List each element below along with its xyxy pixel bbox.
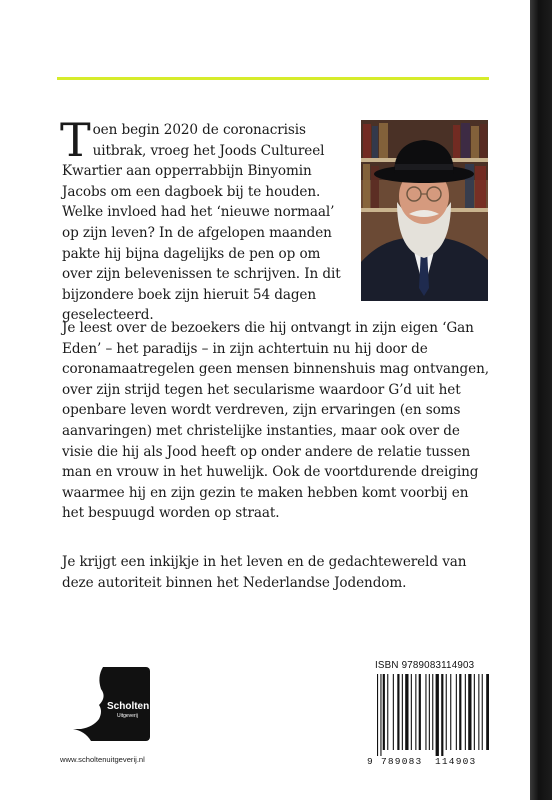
- barcode-bar: [405, 674, 408, 750]
- barcode-bar: [425, 674, 426, 750]
- barcode-bar: [441, 674, 443, 756]
- barcode-bar: [459, 674, 461, 750]
- isbn-barcode: [367, 660, 489, 770]
- barcode-bar: [402, 674, 403, 750]
- accent-rule: [57, 77, 489, 80]
- barcode-bar: [432, 674, 433, 750]
- barcode-bar: [478, 674, 479, 750]
- barcode-bar: [387, 674, 388, 750]
- barcode-digits-right: 114903: [435, 756, 477, 767]
- publisher-website: www.scholtenuitgeverij.nl: [60, 755, 145, 764]
- isbn-label: ISBN 9789083114903: [375, 660, 475, 671]
- barcode-bar: [383, 674, 385, 750]
- barcode-bar: [468, 674, 471, 750]
- barcode-digit-first: 9: [367, 756, 373, 767]
- barcode-bar: [419, 674, 421, 750]
- barcode-bar: [380, 674, 381, 756]
- barcode-bars: [367, 674, 489, 756]
- barcode-bar: [456, 674, 457, 750]
- description-paragraph-2: Je krijgt een inkijkje in het leven en de gedachtewereld van deze autoriteit binnen het Nederlandse Jodendom.: [62, 554, 467, 591]
- barcode-bar: [415, 674, 416, 750]
- book-spine-edge: [530, 0, 552, 800]
- barcode-bar: [411, 674, 412, 750]
- barcode-bar: [377, 674, 378, 756]
- drop-cap: T: [60, 113, 91, 167]
- author-portrait: [361, 120, 488, 301]
- intro-paragraph: [60, 113, 352, 326]
- intro-text: oen begin 2020 de coronacrisis uitbrak, vroeg het Joods Cultureel Kwartier aan opperrabbijn Binyomin Jacobs om een dagboek bij te houden. Welke invloed had het ‘nieuwe normaal’ op zijn leven? In de afgelopen maanden pakte hij bijna dagelijks de pen op om over zijn belevenissen te schrijven. In dit bijzondere boek zijn hieruit 54 dagen geselecteerd.: [62, 122, 341, 324]
- logo-name: Scholten: [107, 701, 150, 712]
- barcode-bar: [436, 674, 439, 756]
- barcode-bar: [446, 674, 447, 750]
- barcode-bar: [482, 674, 483, 750]
- barcode-bar: [429, 674, 430, 750]
- barcode-bar: [450, 674, 451, 750]
- barcode-bar: [465, 674, 466, 750]
- barcode-bar: [393, 674, 394, 750]
- logo-sub: Uitgeverij: [117, 713, 138, 719]
- barcode-bar: [486, 674, 489, 750]
- barcode-bar: [397, 674, 399, 750]
- publisher-logo: [73, 667, 150, 741]
- barcode-bar: [474, 674, 475, 750]
- barcode-digits-left: 789083: [381, 756, 423, 767]
- description-paragraph-1: Je leest over de bezoekers die hij ontvangt in zijn eigen ‘Gan Eden’ – het paradijs – in zijn achtertuin nu hij door de coronamaatregelen geen mensen binnenshuis mag ontvangen, over zijn strijd tegen het secularisme waardoor G’d uit het openbare leven wordt verdreven, zijn ervaringen (en soms aanvaringen) met christelijke instanties, maar ook over de visie die hij als Jood heeft op onder andere de relatie tussen man en vrouw in het huwelijk. Ook de voortdurende dreiging waarmee hij en zijn gezin te maken hebben komt voorbij en het bespuugd worden op straat.: [62, 320, 489, 522]
